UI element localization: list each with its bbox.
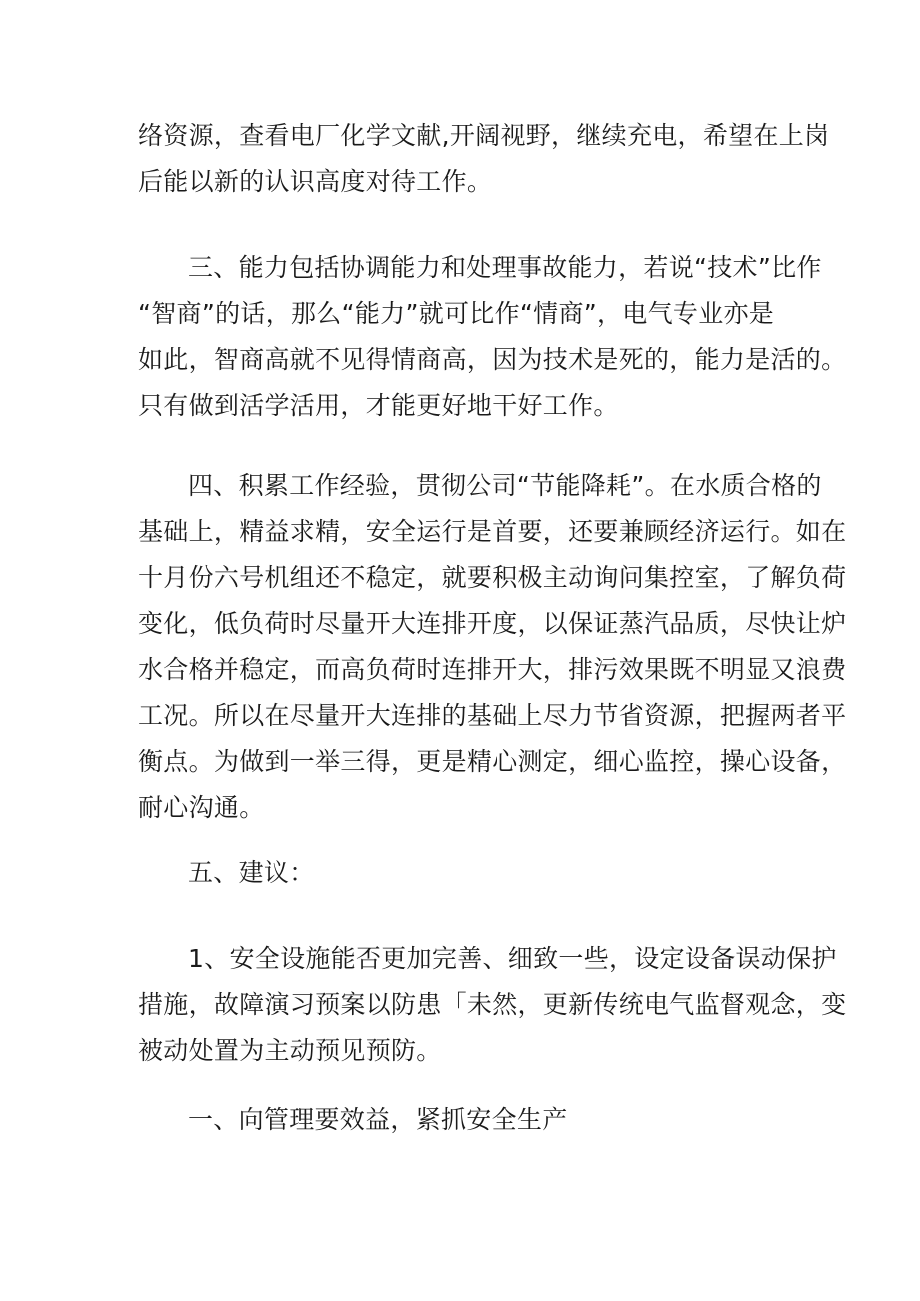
text-line: 衡点。为做到一举三得，更是精心测定，细心监控，操心设备，: [138, 747, 847, 776]
section-heading-suggestions: [138, 850, 788, 896]
text-line: 五、建议：: [188, 858, 315, 887]
text-line: “智商”的话，那么“能力”就可比作“情商”，电气专业亦是: [138, 299, 775, 328]
text-line: 后能以新的认识高度对待工作。: [138, 167, 493, 196]
text-line: 被动处置为主动预见预防。: [138, 1036, 442, 1065]
text-line: 措施，故障演习预案以防患「未然，更新传统电气监督观念，变: [138, 990, 847, 1019]
paragraph-experience: [138, 463, 847, 831]
section-heading-management: [138, 1097, 788, 1143]
text-line: 耐心沟通。: [138, 793, 265, 822]
text-line: 如此，智商高就不见得情商高，因为技术是死的，能力是活的。: [138, 345, 847, 374]
text-line: 水合格并稳定，而高负荷时连排开大，排污效果既不明显又浪费: [138, 655, 847, 684]
text-line: 十月份六号机组还不稳定，就要积极主动询问集控室，了解负荷: [138, 563, 847, 592]
paragraph-continuation: [138, 113, 830, 205]
text-line: 基础上，精益求精，安全运行是首要，还要兼顾经济运行。如在: [138, 517, 847, 546]
text-line: 络资源，查看电厂化学文献,开阔视野，继续充电，希望在上岗: [138, 121, 830, 150]
paragraph-suggestion-1: [138, 936, 847, 1074]
text-line: 1、安全设施能否更加完善、细致一些，设定设备误动保护: [188, 944, 837, 973]
text-line: 四、积累工作经验，贯彻公司“节能降耗”。在水质合格的: [188, 471, 822, 500]
text-line: 一、向管理要效益，紧抓安全生产: [188, 1105, 568, 1134]
text-line: 变化，低负荷时尽量开大连排开度，以保证蒸汽品质，尽快让炉: [138, 609, 847, 638]
text-line: 工况。所以在尽量开大连排的基础上尽力节省资源，把握两者平: [138, 701, 847, 730]
text-line: 只有做到活学活用，才能更好地干好工作。: [138, 391, 619, 420]
paragraph-ability: [138, 245, 847, 429]
text-line: 三、能力包括协调能力和处理事故能力，若说“技术”比作: [188, 253, 822, 282]
